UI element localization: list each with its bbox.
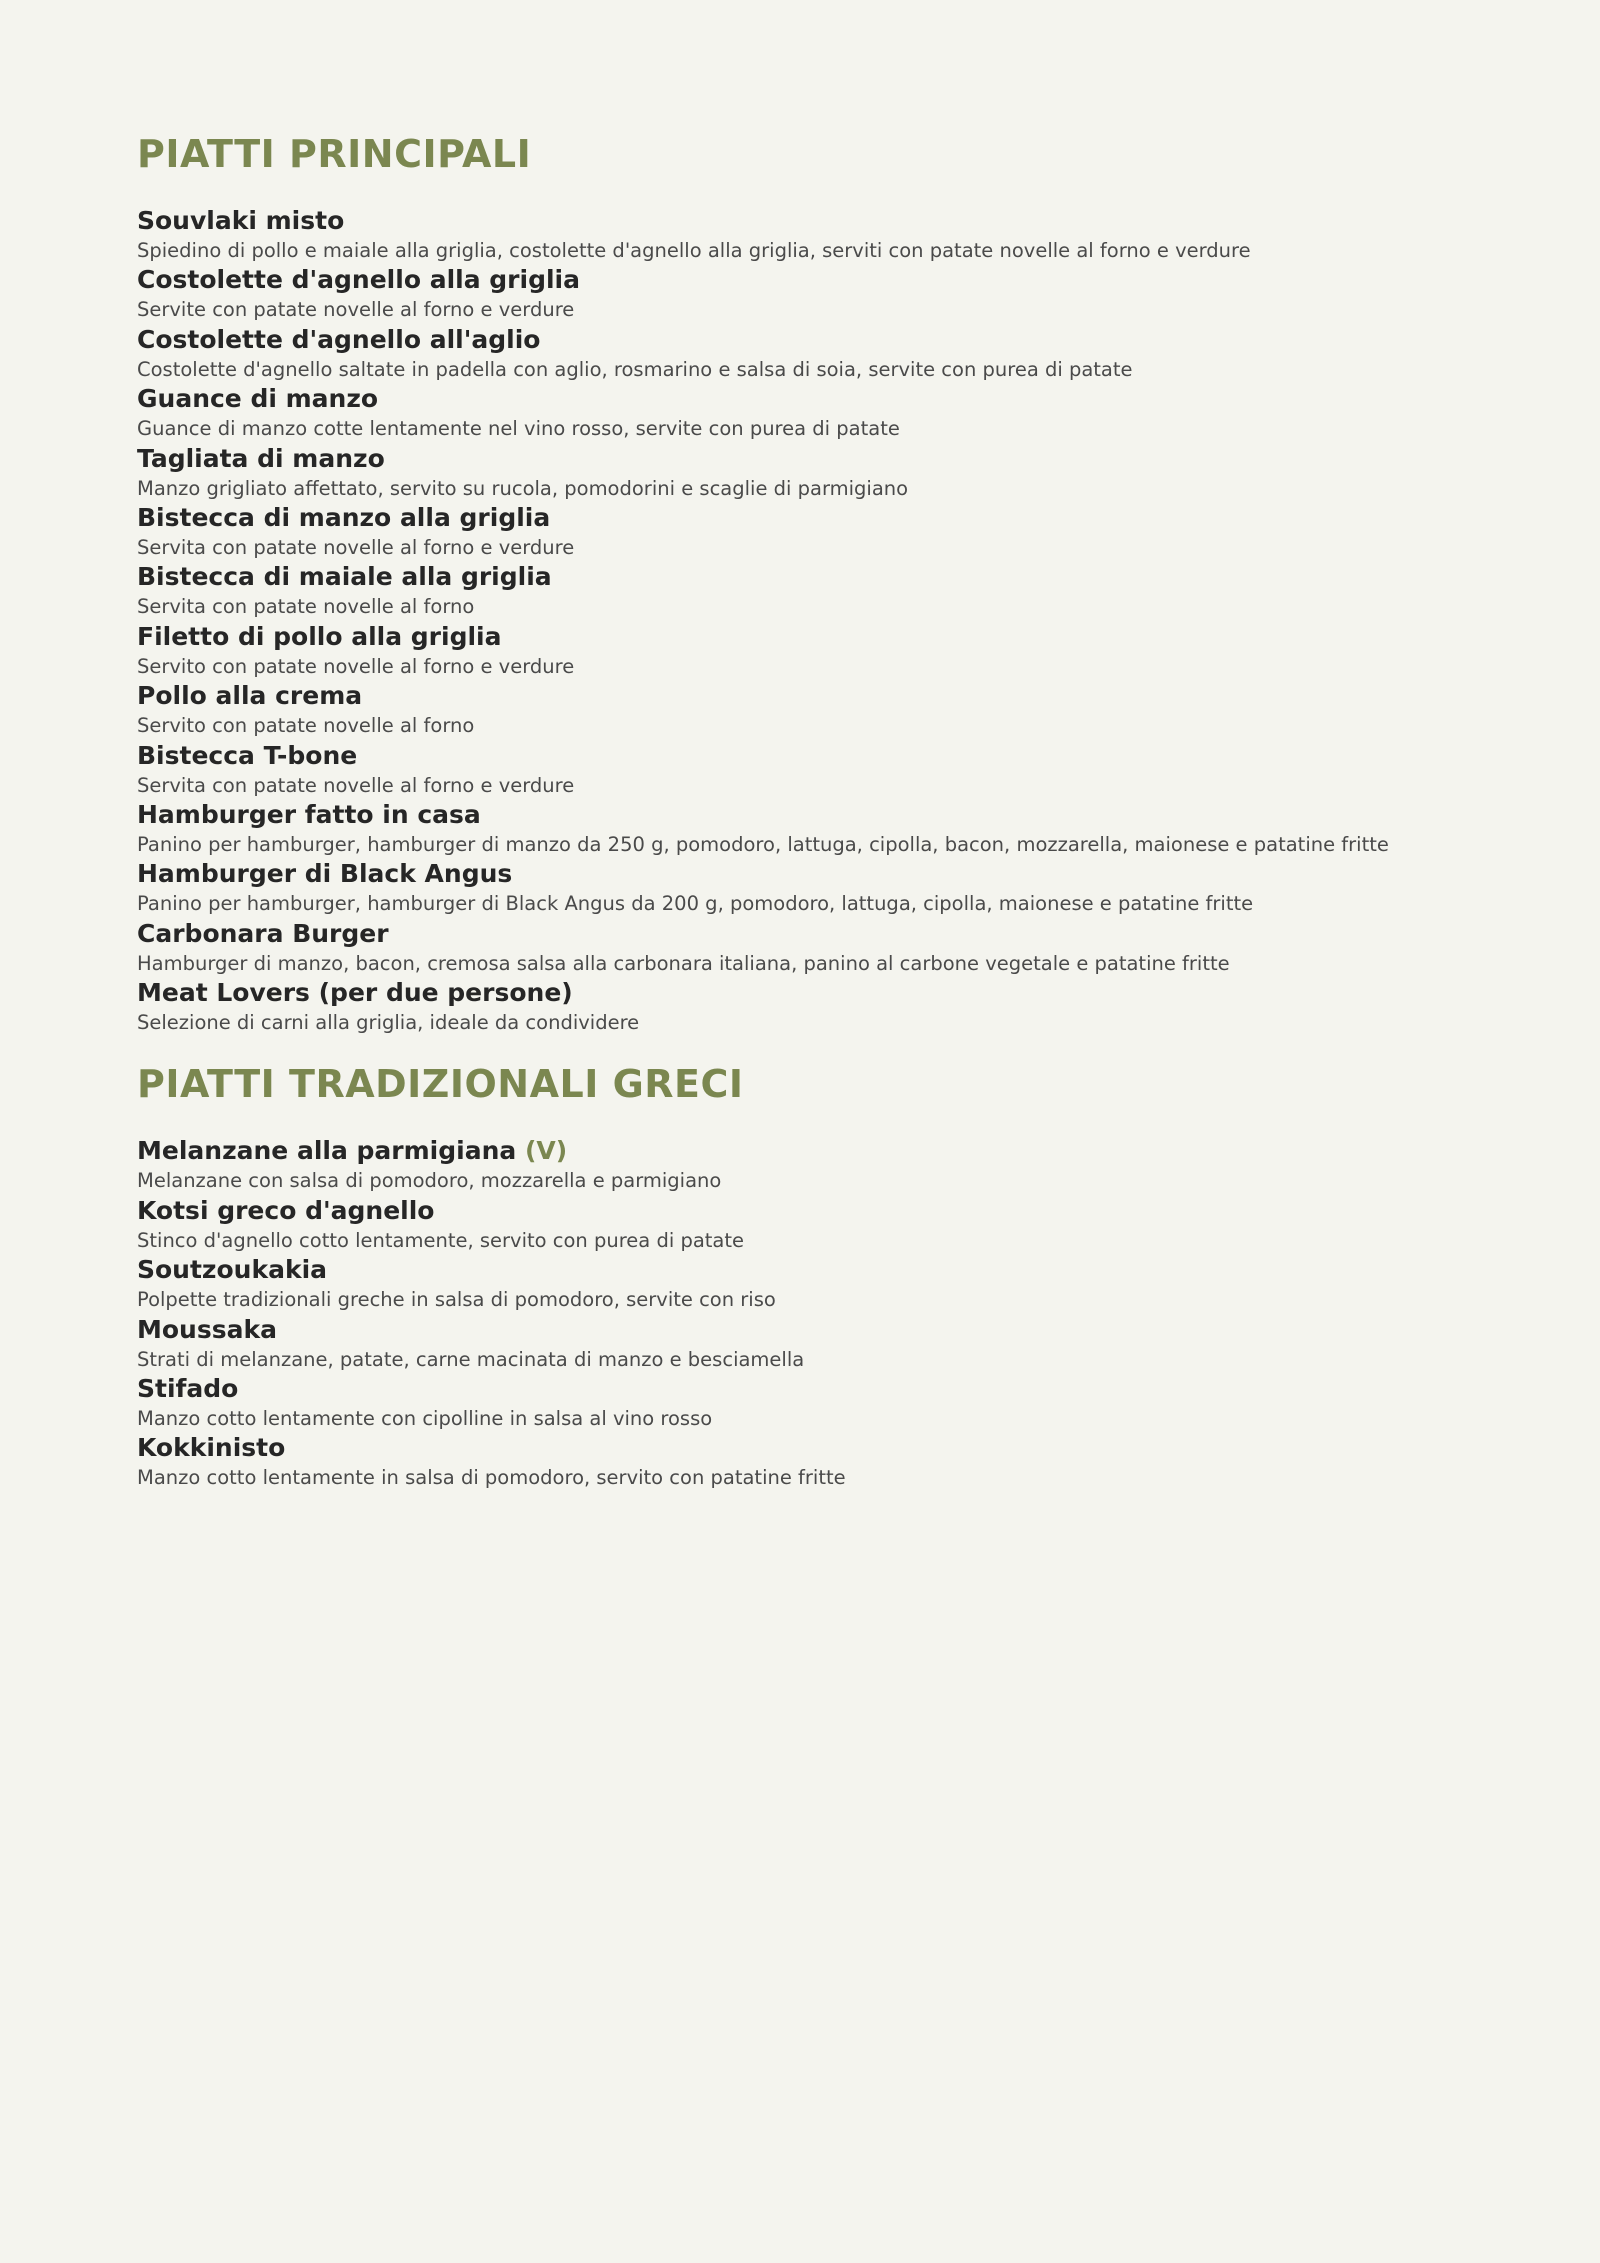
menu-item-name-line (137, 264, 1517, 296)
menu-item-description: Servite con patate novelle al forno e verdure (137, 298, 575, 322)
section-title: PIATTI TRADIZIONALI GRECI (137, 1062, 744, 1107)
menu-item (137, 621, 1517, 680)
menu-item-name: Filetto di pollo alla griglia (137, 621, 502, 651)
menu-item-name: Pollo alla crema (137, 681, 363, 711)
menu-item-description: Servito con patate novelle al forno (137, 714, 475, 738)
menu-item (137, 205, 1517, 264)
menu-item-description: Panino per hamburger, hamburger di manzo da 250 g, pomodoro, lattuga, cipolla, bacon, mozzarella, maionese e patatine fritte (137, 832, 1389, 856)
menu-item-description: Selezione di carni alla griglia, ideale da condividere (137, 1011, 640, 1035)
menu-item-description: Panino per hamburger, hamburger di Black Angus da 200 g, pomodoro, lattuga, cipolla, maionese e patatine fritte (137, 892, 1254, 916)
menu-item-description: Hamburger di manzo, bacon, cremosa salsa alla carbonara italiana, panino al carbone vegetale e patatine fritte (137, 951, 1230, 975)
menu-item-name-line (137, 858, 1517, 890)
menu-item-name-line (137, 324, 1517, 356)
menu-item (137, 383, 1517, 442)
menu-item-name-line (137, 1432, 1517, 1464)
menu-item-name-line (137, 1314, 1517, 1346)
menu-item (137, 1254, 1517, 1313)
menu-item-name-line (137, 1195, 1517, 1227)
menu-item-name-line (137, 383, 1517, 415)
menu-item-name: Bistecca di maiale alla griglia (137, 562, 552, 592)
menu-item (137, 264, 1517, 323)
menu-item (137, 740, 1517, 799)
menu-item-name-line (137, 502, 1517, 534)
menu-section (137, 1058, 1517, 1491)
vegetarian-tag: (V) (524, 1136, 568, 1166)
menu-item-name: Moussaka (137, 1314, 277, 1344)
menu-item-description: Costolette d'agnello saltate in padella con aglio, rosmarino e salsa di soia, servite con purea di patate (137, 357, 1133, 381)
menu-item (137, 799, 1517, 858)
menu-item-description: Manzo grigliato affettato, servito su rucola, pomodorini e scaglie di parmigiano (137, 476, 909, 500)
menu-item-name: Soutzoukakia (137, 1255, 328, 1285)
menu-item-description: Servita con patate novelle al forno e verdure (137, 535, 575, 559)
menu-item-name: Guance di manzo (137, 384, 379, 414)
menu-section (137, 128, 1517, 1036)
menu-item-name: Kokkinisto (137, 1433, 286, 1463)
menu-item (137, 1373, 1517, 1432)
menu-item-name: Tagliata di manzo (137, 443, 385, 473)
menu-item-name: Hamburger di Black Angus (137, 859, 513, 889)
menu-item-name: Stifado (137, 1374, 239, 1404)
menu-item-description: Servito con patate novelle al forno e verdure (137, 654, 575, 678)
menu-item-name-line (137, 443, 1517, 475)
menu-item-description: Guance di manzo cotte lentamente nel vino rosso, servite con purea di patate (137, 417, 900, 441)
menu-item (137, 1195, 1517, 1254)
menu-item (137, 443, 1517, 502)
menu-item-name: Meat Lovers (per due persone) (137, 978, 573, 1008)
menu-item-name-line (137, 561, 1517, 593)
menu-item-name: Costolette d'agnello alla griglia (137, 265, 580, 295)
menu-item-description: Strati di melanzane, patate, carne macinata di manzo e besciamella (137, 1347, 805, 1371)
section-title: PIATTI PRINCIPALI (137, 132, 532, 176)
menu-page (137, 128, 1517, 1492)
menu-item-name: Hamburger fatto in casa (137, 799, 481, 829)
menu-item-name-line (137, 977, 1517, 1009)
menu-item-name-line (137, 1373, 1517, 1405)
menu-item-name: Bistecca T-bone (137, 740, 358, 770)
menu-item-name-line (137, 205, 1517, 237)
menu-item (137, 1314, 1517, 1373)
menu-item-description: Manzo cotto lentamente con cipolline in salsa al vino rosso (137, 1407, 713, 1431)
menu-item-name: Souvlaki misto (137, 206, 345, 235)
menu-item (137, 858, 1517, 917)
menu-item (137, 1432, 1517, 1491)
menu-item-name-line (137, 918, 1517, 950)
menu-item-name-line (137, 621, 1517, 653)
menu-item-description: Melanzane con salsa di pomodoro, mozzarella e parmigiano (137, 1169, 722, 1193)
menu-item-description: Stinco d'agnello cotto lentamente, servito con purea di patate (137, 1228, 745, 1252)
menu-item (137, 502, 1517, 561)
menu-item (137, 324, 1517, 383)
menu-item-name-line (137, 799, 1517, 831)
menu-item (137, 977, 1517, 1036)
menu-item-description: Servita con patate novelle al forno e verdure (137, 773, 575, 797)
menu-item (137, 561, 1517, 620)
menu-item-name-line (137, 740, 1517, 772)
menu-item-name: Carbonara Burger (137, 918, 389, 948)
menu-item-description: Spiedino di pollo e maiale alla griglia, costolette d'agnello alla griglia, serviti con patate novelle al forno e verdure (137, 239, 1251, 262)
menu-item-name-line (137, 680, 1517, 712)
menu-item (137, 680, 1517, 739)
menu-item (137, 1135, 1517, 1194)
menu-item-name: Melanzane alla parmigiana (137, 1136, 517, 1166)
menu-item-name: Costolette d'agnello all'aglio (137, 324, 541, 354)
menu-item-name: Bistecca di manzo alla griglia (137, 502, 551, 532)
menu-item-name-line (137, 1135, 1517, 1167)
menu-item-description: Servita con patate novelle al forno (137, 595, 475, 619)
menu-item-name-line (137, 1254, 1517, 1286)
menu-item (137, 918, 1517, 977)
menu-item-description: Polpette tradizionali greche in salsa di pomodoro, servite con riso (137, 1288, 776, 1312)
menu-item-description: Manzo cotto lentamente in salsa di pomodoro, servito con patatine fritte (137, 1466, 846, 1490)
menu-item-name: Kotsi greco d'agnello (137, 1195, 435, 1225)
